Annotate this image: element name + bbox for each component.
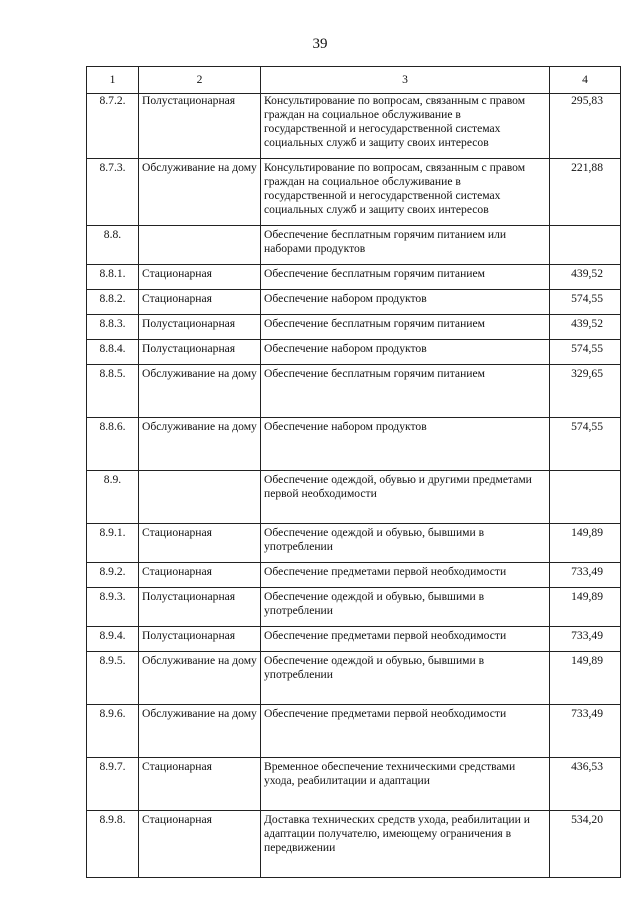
table-row [87, 290, 621, 315]
row-price: 534,20 [550, 811, 621, 878]
row-number: 8.9.3. [87, 588, 139, 627]
table-row [87, 159, 621, 226]
row-form: Полустационарная [139, 315, 261, 340]
row-service: Обеспечение набором продуктов [261, 340, 550, 365]
table-row [87, 758, 621, 811]
row-service: Обеспечение предметами первой необходимости [261, 563, 550, 588]
row-service: Консультирование по вопросам, связанным с правом граждан на социальное обслуживание в государственной и негосударственной системах социальных служб и защиту своих интересов [261, 94, 550, 159]
row-service: Доставка технических средств ухода, реабилитации и адаптации получателю, имеющему ограничения в передвижении [261, 811, 550, 878]
row-price: 436,53 [550, 758, 621, 811]
row-service: Обеспечение одеждой и обувью, бывшими в употреблении [261, 652, 550, 705]
table-row [87, 340, 621, 365]
row-service: Обеспечение набором продуктов [261, 418, 550, 471]
row-service: Обеспечение одеждой и обувью, бывшими в употреблении [261, 588, 550, 627]
row-service: Обеспечение предметами первой необходимости [261, 627, 550, 652]
row-form: Обслуживание на дому [139, 652, 261, 705]
row-form [139, 471, 261, 524]
tariff-table [86, 66, 621, 878]
table-row [87, 705, 621, 758]
row-number: 8.8.2. [87, 290, 139, 315]
row-price: 149,89 [550, 652, 621, 705]
row-number: 8.9.5. [87, 652, 139, 705]
row-service: Обеспечение бесплатным горячим питанием [261, 365, 550, 418]
row-number: 8.7.2. [87, 94, 139, 159]
table-row [87, 418, 621, 471]
page-number: 39 [312, 36, 328, 52]
row-service: Обеспечение бесплатным горячим питанием [261, 315, 550, 340]
row-price [550, 226, 621, 265]
row-number: 8.8. [87, 226, 139, 265]
table-row [87, 265, 621, 290]
row-form: Обслуживание на дому [139, 705, 261, 758]
row-service: Обеспечение бесплатным горячим питанием [261, 265, 550, 290]
row-price: 733,49 [550, 563, 621, 588]
row-form: Обслуживание на дому [139, 365, 261, 418]
header-col-2: 2 [139, 67, 261, 94]
row-form: Стационарная [139, 265, 261, 290]
row-form: Стационарная [139, 563, 261, 588]
row-price: 574,55 [550, 290, 621, 315]
row-number: 8.7.3. [87, 159, 139, 226]
row-form: Полустационарная [139, 588, 261, 627]
row-price [550, 471, 621, 524]
row-number: 8.9.4. [87, 627, 139, 652]
table-row [87, 365, 621, 418]
row-service: Обеспечение бесплатным горячим питанием или наборами продуктов [261, 226, 550, 265]
row-form: Полустационарная [139, 94, 261, 159]
table-row [87, 627, 621, 652]
table-row [87, 588, 621, 627]
table-row [87, 524, 621, 563]
row-number: 8.9.2. [87, 563, 139, 588]
row-service: Обеспечение предметами первой необходимости [261, 705, 550, 758]
row-price: 574,55 [550, 340, 621, 365]
row-form: Обслуживание на дому [139, 418, 261, 471]
row-number: 8.8.5. [87, 365, 139, 418]
table-row-section [87, 471, 621, 524]
row-form: Стационарная [139, 811, 261, 878]
row-number: 8.8.3. [87, 315, 139, 340]
row-price: 221,88 [550, 159, 621, 226]
row-form [139, 226, 261, 265]
row-number: 8.8.6. [87, 418, 139, 471]
table-row [87, 315, 621, 340]
header-col-4: 4 [550, 67, 621, 94]
row-price: 149,89 [550, 588, 621, 627]
row-price: 439,52 [550, 315, 621, 340]
row-form: Стационарная [139, 524, 261, 563]
table-row [87, 94, 621, 159]
row-form: Стационарная [139, 290, 261, 315]
row-price: 733,49 [550, 705, 621, 758]
table-row [87, 652, 621, 705]
row-number: 8.9.1. [87, 524, 139, 563]
row-form: Полустационарная [139, 340, 261, 365]
table-row [87, 563, 621, 588]
header-col-1: 1 [87, 67, 139, 94]
row-number: 8.9.8. [87, 811, 139, 878]
table-header-row [87, 67, 621, 94]
header-col-3: 3 [261, 67, 550, 94]
row-price: 733,49 [550, 627, 621, 652]
row-price: 295,83 [550, 94, 621, 159]
row-form: Полустационарная [139, 627, 261, 652]
table-row-section [87, 226, 621, 265]
row-service: Обеспечение одеждой, обувью и другими предметами первой необходимости [261, 471, 550, 524]
row-number: 8.8.1. [87, 265, 139, 290]
row-service: Обеспечение набором продуктов [261, 290, 550, 315]
row-number: 8.8.4. [87, 340, 139, 365]
row-number: 8.9.6. [87, 705, 139, 758]
row-price: 329,65 [550, 365, 621, 418]
row-number: 8.9.7. [87, 758, 139, 811]
row-service: Консультирование по вопросам, связанным с правом граждан на социальное обслуживание в государственной и негосударственной системах социальных служб и защиту своих интересов [261, 159, 550, 226]
row-number: 8.9. [87, 471, 139, 524]
row-service: Обеспечение одеждой и обувью, бывшими в употреблении [261, 524, 550, 563]
row-price: 574,55 [550, 418, 621, 471]
table-row [87, 811, 621, 878]
row-service: Временное обеспечение техническими средствами ухода, реабилитации и адаптации [261, 758, 550, 811]
row-form: Обслуживание на дому [139, 159, 261, 226]
row-price: 439,52 [550, 265, 621, 290]
row-form: Стационарная [139, 758, 261, 811]
row-price: 149,89 [550, 524, 621, 563]
